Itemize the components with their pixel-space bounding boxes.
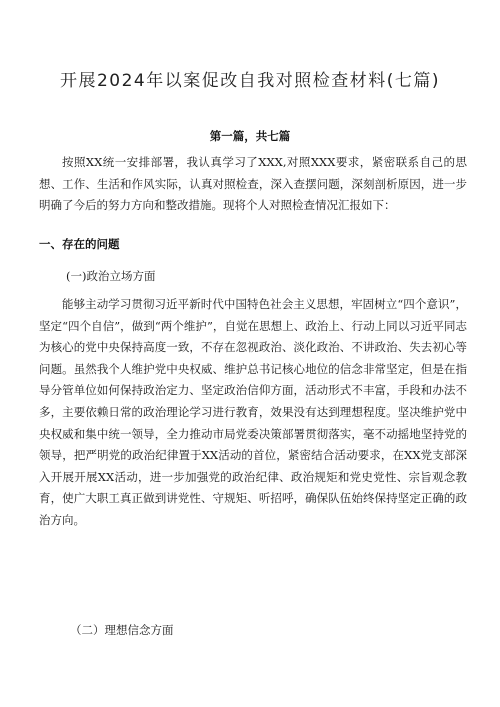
subsection-heading-political-stance: (一)政治立场方面 (66, 269, 156, 283)
section-heading-problems: 一、存在的问题 (39, 237, 120, 251)
political-stance-paragraph: 能够主动学习贯彻习近平新时代中国特色社会主义思想，牢固树立“四个意识”，坚定“四个自信”，做到“两个维护”，自觉在思想上、政治上、行动上同以习近平同志为核心的党中央保持高度一致，不存在忽视政治、淡化政治、不讲政治、失去初心等问题。虽然我个人维护党中央权威、维护总书记核心地位的信念非常坚定，但是在指导分管单位如何保持政治定力、坚定政治信仰方面，活动形式不丰富，手段和办法不多，主要依赖日常的政治理论学习进行教育，效果没有达到理想程度。坚决维护党中央权威和集中统一领导，全力推动市局党委决策部署贯彻落实，毫不动摇地坚持党的领导，把严明党的政治纪律置于XX活动的首位，紧密结合活动要求，在XX党支部深入开展开展XX活动，进一步加强党的政治纪律、政治规矩和党史党性、宗旨观念教育，使广大职工真正做到讲党性、守规矩、听招呼，确保队伍始终保持坚定正确的政治方向。 (39, 297, 467, 527)
part-heading: 第一篇，共七篇 (209, 129, 291, 143)
subsection-heading-ideals-beliefs: （二）理想信念方面 (70, 623, 174, 637)
document-title: 开展2024年以案促改自我对照检查材料(七篇) (59, 71, 441, 91)
intro-paragraph: 按照XX统一安排部署，我认真学习了XXX,对照XXX要求，紧密联系自己的思想、工作、生活和作风实际，认真对照检查，深入查摆问题，深刻剖析原因，进一步明确了今后的努力方向和整改措施。现将个人对照检查情况汇报如下： (39, 155, 467, 213)
